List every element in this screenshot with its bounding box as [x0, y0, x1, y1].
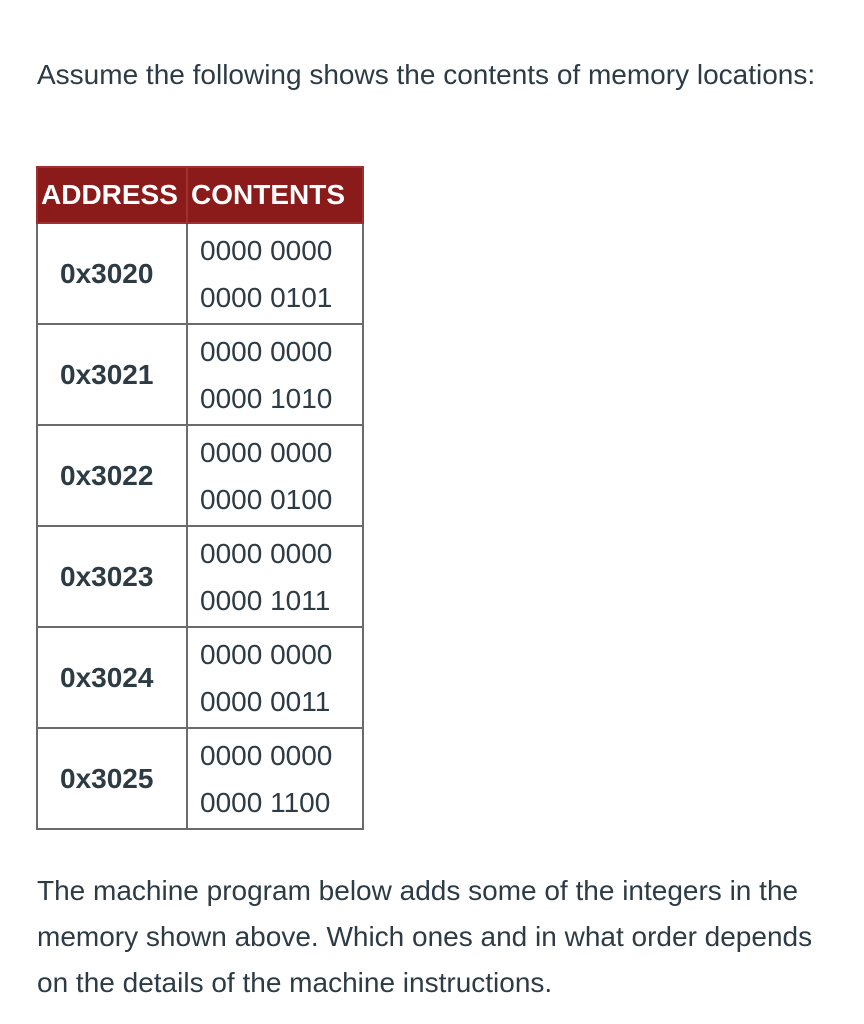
table-header-row [37, 167, 363, 223]
address-header: ADDRESS [37, 167, 187, 223]
address-cell: 0x3022 [37, 425, 187, 526]
table-row [37, 526, 363, 627]
table-row [37, 223, 363, 324]
table-row [37, 324, 363, 425]
contents-cell [187, 324, 363, 425]
table-row [37, 425, 363, 526]
contents-line: 0000 0000 [200, 335, 333, 367]
contents-line: 0000 0011 [200, 685, 331, 717]
contents-cell [187, 526, 363, 627]
address-cell: 0x3023 [37, 526, 187, 627]
contents-line: 0000 0000 [200, 739, 333, 771]
contents-cell [187, 425, 363, 526]
contents-line: 0000 1010 [200, 382, 333, 414]
description-paragraph: The machine program below adds some of the integers in the memory shown above. Which ones and in what order depends on the details of the machine instructions. [37, 875, 813, 998]
contents-header: CONTENTS [187, 167, 363, 223]
intro-paragraph: Assume the following shows the contents of memory locations: [37, 59, 816, 90]
address-cell: 0x3025 [37, 728, 187, 829]
contents-cell [187, 627, 363, 728]
contents-line: 0000 0101 [200, 281, 333, 313]
contents-line: 0000 1011 [200, 584, 331, 616]
contents-cell [187, 728, 363, 829]
contents-line: 0000 0000 [200, 537, 333, 569]
contents-line: 0000 0100 [200, 483, 333, 515]
contents-line: 0000 0000 [200, 638, 333, 670]
contents-line: 0000 0000 [200, 436, 333, 468]
table-row [37, 728, 363, 829]
address-cell: 0x3021 [37, 324, 187, 425]
contents-cell [187, 223, 363, 324]
address-cell: 0x3024 [37, 627, 187, 728]
memory-table [36, 166, 364, 830]
table-row [37, 627, 363, 728]
contents-line: 0000 1100 [200, 786, 331, 818]
address-cell: 0x3020 [37, 223, 187, 324]
contents-line: 0000 0000 [200, 234, 333, 266]
